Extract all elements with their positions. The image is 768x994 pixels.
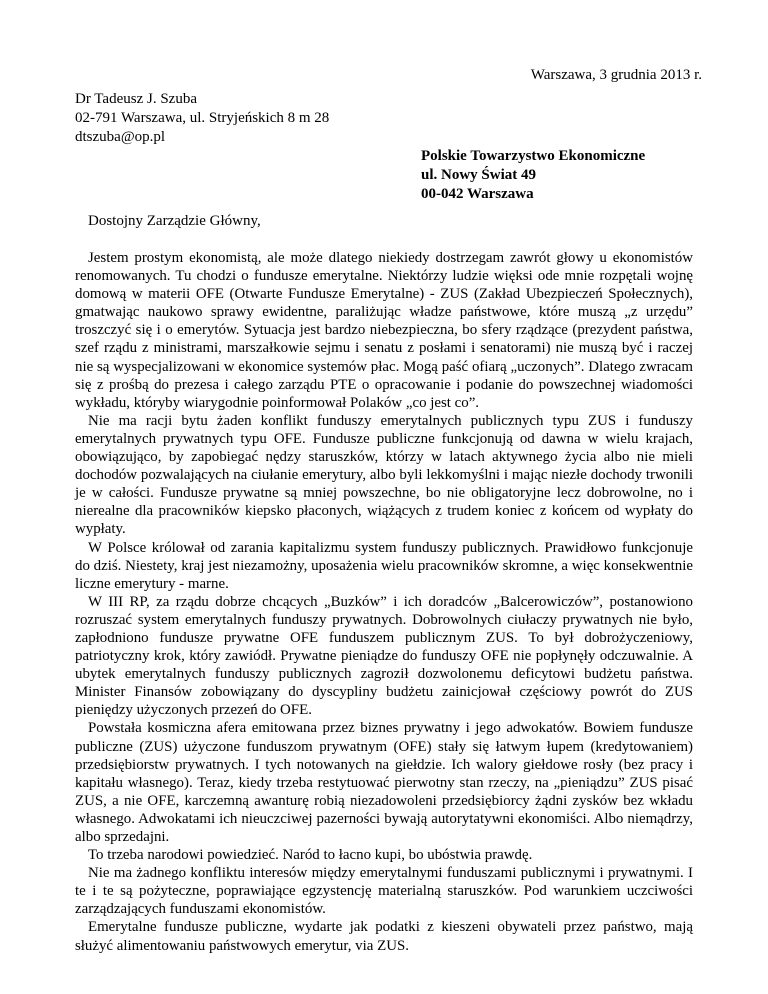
body-paragraph: W III RP, za rządu dobrze chcących „Buzków” i ich doradców „Balcerowiczów”, postanowiono rozruszać system emerytalnych funduszy prywatnych. Dobrowolnych ciułaczy prywatnych nie było, zapłodniono fundusze prywatne OFE funduszem publicznym ZUS. To był dobrożyczeniowy, patriotyczny krok, który zawiódł. Prywatne pieniądze do funduszy OFE nie popłynęły odczuwalnie. A ubytek emerytalnych funduszy publicznych zagroził dozwolonemu deficytowi budżetu państwa. Minister Finansów zobowiązany do dyscypliny budżetu zainicjował częściowy powrót do ZUS pieniędzy użyczonych przezeń do OFE. <box>75 593 693 719</box>
letter-body <box>75 249 693 955</box>
recipient-block <box>421 147 645 204</box>
sender-name: Dr Tadeusz J. Szuba <box>75 91 197 107</box>
body-paragraph: Nie ma żadnego konfliktu interesów między emerytalnymi funduszami publicznymi i prywatnymi. I te i te są pożyteczne, poprawiające egzystencję materialną staruszków. Pod warunkiem uczciwości zarządzających funduszami ekonomistów. <box>75 865 693 918</box>
sender-email: dtszuba@op.pl <box>75 129 166 145</box>
body-paragraph: Nie ma racji bytu żaden konflikt funduszy emerytalnych publicznych typu ZUS i funduszy emerytalnych prywatnych typu OFE. Fundusze publiczne funkcjonują od dawna w wielu krajach, obowiązująco, by zapobiegać nędzy staruszków, którzy w latach aktywnego życia albo nie mieli dochodów pozwalających na ciułanie emerytury, albo byli lekkomyślni i mając niezłe dochody trwonili je w całości. Fundusze prywatne są mniej powszechne, bo nie obligatoryjne lecz dobrowolne, no i nierealne dla pracowników kiepsko płaconych, wiążących z trudem koniec z końcem od wypłaty do wypłaty. <box>75 412 693 538</box>
body-paragraph: Jestem prostym ekonomistą, ale może dlatego niekiedy dostrzegam zawrót głowy u ekonomistów renomowanych. Tu chodzi o fundusze emerytalne. Niektórzy ludzie więksi ode mnie rozpętali wojnę domową w materii OFE (Otwarte Fundusze Emerytalne) - ZUS (Zakład Ubezpieczeń Społecznych), gmatwając naukowo sprawy ewidentne, paraliżując władze państwowe, które muszą „z urzędu” troszczyć się i o emerytów. Sytuacja jest bardzo niebezpieczna, bo sfery rządzące (prezydent państwa, szef rządu z ministrami, marszałkowie sejmu i senatu z posłami i senatorami) nie muszą być i raczej nie są wyspecjalizowani w ekonomice systemów płac. Mogą paść ofiarą „uczonych”. Dlatego zwracam się z prośbą do prezesa i całego zarządu PTE o opracowanie i podanie do powszechnej wiadomości wykładu, któryby wiarygodnie poinformował Polaków „co jest co”. <box>75 250 693 411</box>
body-paragraph: Emerytalne fundusze publiczne, wydarte jak podatki z kieszeni obywateli przez państwo, mają służyć alimentowaniu państwowych emerytur, via ZUS. <box>75 919 693 954</box>
body-paragraph: To trzeba narodowi powiedzieć. Naród to łacno kupi, bo ubóstwia prawdę. <box>88 847 533 864</box>
sender-address: 02-791 Warszawa, ul. Stryjeńskich 8 m 28 <box>75 110 330 126</box>
sender-block <box>75 90 329 147</box>
salutation: Dostojny Zarządzie Główny, <box>88 213 261 229</box>
recipient-org: Polskie Towarzystwo Ekonomiczne <box>421 148 646 164</box>
body-paragraph: Powstała kosmiczna afera emitowana przez biznes prywatny i jego adwokatów. Bowiem fundusze publiczne (ZUS) użyczone funduszom prywatnym (OFE) stały się łatwym łupem (kredytowaniem) przedsiębiorstw prywatnych. I tych notowanych na giełdzie. Ich walory giełdowe rosły (bez pracy i kapitału własnego). Teraz, kiedy trzeba restytuować pierwotny stan rzeczy, na „pieniądzu” ZUS pisać ZUS, a nie OFE, karczemną awanturę robią niezadowoleni przedsiębiorcy żądni zysków bez wkładu własnego. Adwokatami ich nieuczciwej pazerności bywają autorytatywni ekonomiści. Albo niemądrzy, albo sprzedajni. <box>75 720 693 845</box>
recipient-city: 00-042 Warszawa <box>421 186 534 202</box>
recipient-street: ul. Nowy Świat 49 <box>421 167 537 183</box>
letter-date: Warszawa, 3 grudnia 2013 r. <box>530 67 702 83</box>
body-paragraph: W Polsce królował od zarania kapitalizmu system funduszy publicznych. Prawidłowo funkcjonuje do dziś. Niestety, kraj jest niezamożny, uposażenia wielu pracowników skromne, a więc konsekwentnie liczne emerytury - marne. <box>75 539 693 592</box>
